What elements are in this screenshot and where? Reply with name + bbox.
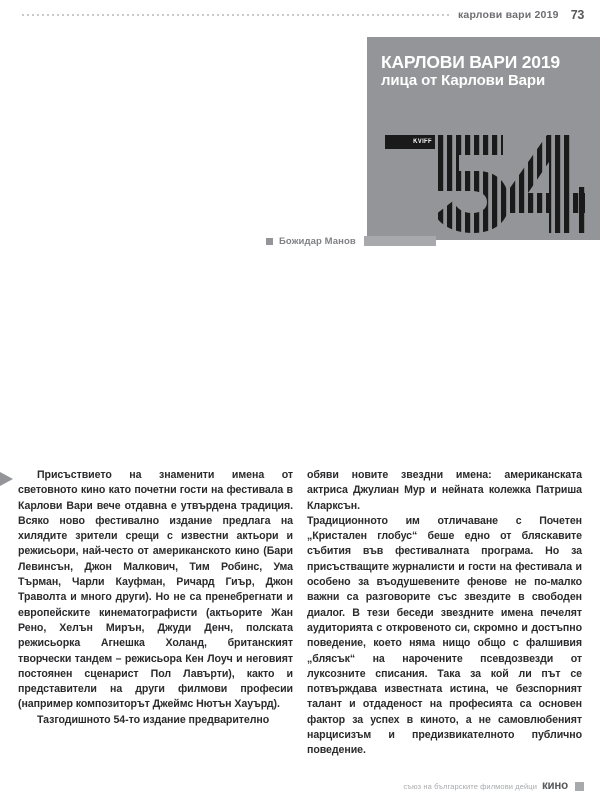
article-subtitle: лица от Карлови Вари xyxy=(381,72,546,90)
paragraph: Присъствието на знаменити имена от световното кино като почетни гости на фестивала в Карлови Вари вече отдавна е утвърдена традиция. Всяко ново фестивално издание предлага на хилядите зрители срещи с известни актьори и режисьори, най-често от американското кино (Бари Левинсън, Джон Малкович, Тим Робинс, Ума Търман, Чарли Кауфман, Ричард Гиър, Джон Траволта и много други). Но не са пренебрегнати и европейските кинематографисти (актьорите Жан Рено, Хелън Мирън, Джуди Денч, полската режисьорка Агнешка Холанд, британският творчески тандем – режисьора Кен Лоуч и неговият постоянен сценарист Пол Лавърти), както и представители на други филмови професии (например композиторът Джеймс Нютън Хауърд). xyxy=(18,469,293,711)
article-body xyxy=(18,468,582,759)
kviff-festival-logo xyxy=(385,135,590,233)
byline-rule xyxy=(364,236,436,246)
running-title: карлови вари 2019 xyxy=(457,9,559,21)
kviff-tag-box xyxy=(385,135,435,149)
header-dotted-rule xyxy=(22,12,452,18)
kviff-tag-label: KVIFF xyxy=(413,138,432,146)
byline xyxy=(266,234,436,248)
hero-title-block xyxy=(381,53,592,90)
footer-square-icon xyxy=(575,782,584,791)
festival-number-54-icon xyxy=(429,135,587,233)
paragraph: Традиционното им отличаване с Почетен „Кристален глобус“ беше едно от блясκавите събития във фестивалната програма. Но за присъстващите журналисти и гости на фестивала и особено за въодушевените фенове не по-малко важни са разговорите със звездите в свободен диалог. В тези беседи звездните имена печелят аудиторията с откровеното си, скромно и достъпно поведение, което няма нищо общо с фалшивия „блясък“ на нарочените псевдозвезди от луксозните списания. Така за кой ли път се потвърждава известната истина, че безспорният талант и отдаденост на професията са основен фактор за успех в киното, а не самовлюбеният нарцисизъм и предизвикателното публично поведение. xyxy=(307,514,582,757)
footer-brand: кино xyxy=(542,780,568,792)
paragraph: Тазгодишното 54-то издание предварително xyxy=(37,713,270,726)
byline-bullet-icon xyxy=(266,238,273,245)
page-footer xyxy=(0,780,600,792)
author-name: Божидар Манов xyxy=(279,235,356,247)
article-title: КАРЛОВИ ВАРИ 2019 xyxy=(381,52,560,72)
hero-panel xyxy=(367,37,600,240)
page-header xyxy=(0,0,600,30)
article-column-left xyxy=(18,468,293,759)
article-column-right xyxy=(307,468,582,759)
paragraph: обяви новите звездни имена: американската актриса Джулиан Мур и нейната колежка Патриша Кларксън. xyxy=(307,469,582,512)
page-number: 73 xyxy=(570,8,584,22)
footer-tagline: съюз на българските филмови дейци xyxy=(403,781,537,791)
article-start-triangle-icon xyxy=(0,472,13,486)
